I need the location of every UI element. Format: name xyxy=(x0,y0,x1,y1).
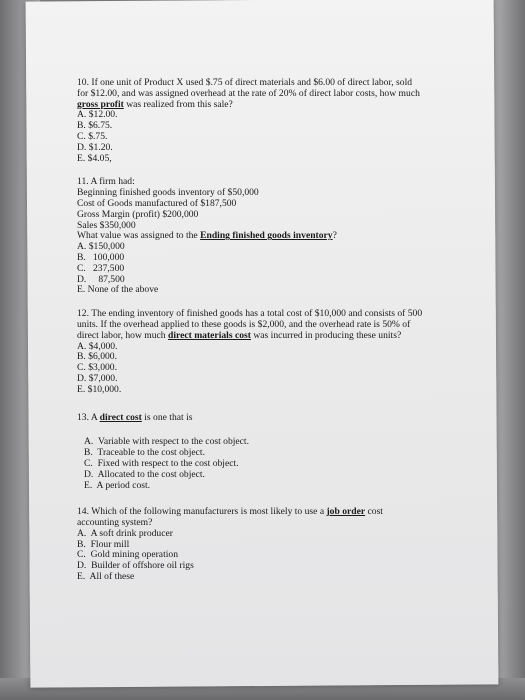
q13-emphasis: direct cost xyxy=(99,411,142,423)
q13-option-c: C. Fixed with respect to the cost object. xyxy=(84,457,239,469)
q12-post: was incurred in producing these units? xyxy=(250,329,402,341)
q11-line-3: Cost of Goods manufactured of $187,500 xyxy=(77,197,237,209)
q12-option-b: B. $6,000. xyxy=(77,351,117,363)
q10-line-1: 10. If one unit of Product X used $.75 of direct materials and $6.00 of direct labor, sold xyxy=(77,77,413,88)
q12-pre: direct labor, how much xyxy=(77,329,168,341)
q12-option-c: C. $3,000. xyxy=(77,362,117,374)
q11-line-1: 11. A firm had: xyxy=(77,176,135,188)
q10-option-c: C. $.75. xyxy=(77,130,108,142)
q14-option-c: C. Gold mining operation xyxy=(77,549,178,561)
q11-line-2: Beginning finished goods inventory of $50,000 xyxy=(77,187,259,199)
question-13 xyxy=(77,413,447,492)
question-12 xyxy=(77,309,447,395)
q14-option-a: A. A soft drink producer xyxy=(77,527,173,539)
q12-emphasis: direct materials cost xyxy=(168,329,251,341)
q10-option-e: E. $4.05, xyxy=(77,152,112,164)
q14-option-e: E. All of these xyxy=(77,571,135,583)
question-10 xyxy=(77,78,447,164)
q11-option-c: C. 237,500 xyxy=(77,262,125,274)
q10-emphasis: gross profit xyxy=(77,98,124,110)
q12-option-e: E. $10,000. xyxy=(77,383,122,395)
q12-line-1: 12. The ending inventory of finished goods has a total cost of $10,000 and consists of 500 xyxy=(77,308,423,320)
q12-option-a: A. $4,000. xyxy=(77,340,118,352)
q13-post: is one that is xyxy=(141,411,193,423)
q10-option-d: D. $1.20. xyxy=(77,141,113,153)
q14-emphasis: job order xyxy=(326,506,366,518)
q14-pre: 14. Which of the following manufacturers is most likely to use a xyxy=(77,506,327,518)
q13-line-1 xyxy=(77,413,447,424)
q11-option-a: A. $150,000 xyxy=(77,241,125,253)
q11-option-d: D. 87,500 xyxy=(77,273,125,285)
q14-option-b: B. Flour mill xyxy=(77,538,130,550)
q13-pre: 13. A xyxy=(77,411,100,423)
q12-line-2: units. If the overhead applied to these goods is $2,000, and the overhead rate is 50% of xyxy=(77,318,411,330)
q10-option-a: A. $12.00. xyxy=(77,109,118,121)
q13-option-e: E. A period cost. xyxy=(84,479,151,491)
q10-option-b: B. $6.75. xyxy=(77,120,113,132)
q12-option-d: D. $7,000. xyxy=(77,372,118,384)
q11-ask-pre: What value was assigned to the xyxy=(77,230,201,242)
question-14 xyxy=(77,507,447,583)
q11-line-4: Gross Margin (profit) $200,000 xyxy=(77,208,199,220)
q14-option-d: D. Builder of offshore oil rigs xyxy=(77,560,194,572)
question-11 xyxy=(77,177,447,296)
q13-option-a: A. Variable with respect to the cost object. xyxy=(84,436,249,448)
q11-emphasis: Ending finished goods inventory xyxy=(200,230,333,242)
q13-option-b: B. Traceable to the cost object. xyxy=(84,447,205,459)
q11-ask xyxy=(77,231,447,242)
q11-ask-post: ? xyxy=(332,230,337,242)
q10-line-2: for $12.00, and was assigned overhead at the rate of 20% of direct labor costs, how much xyxy=(77,87,420,99)
q11-option-b: B. 100,000 xyxy=(77,251,125,263)
q14-line-2: accounting system? xyxy=(77,517,153,529)
q10-line-3 xyxy=(77,100,447,111)
q10-tail: was realized from this sale? xyxy=(123,98,233,110)
q14-post: cost xyxy=(365,506,383,518)
exam-content xyxy=(77,78,447,583)
q11-line-5: Sales $350,000 xyxy=(77,219,136,231)
q11-option-e: E. None of the above xyxy=(77,284,159,296)
q12-line-3 xyxy=(77,331,447,342)
q13-option-d: D. Allocated to the cost object. xyxy=(84,468,205,480)
